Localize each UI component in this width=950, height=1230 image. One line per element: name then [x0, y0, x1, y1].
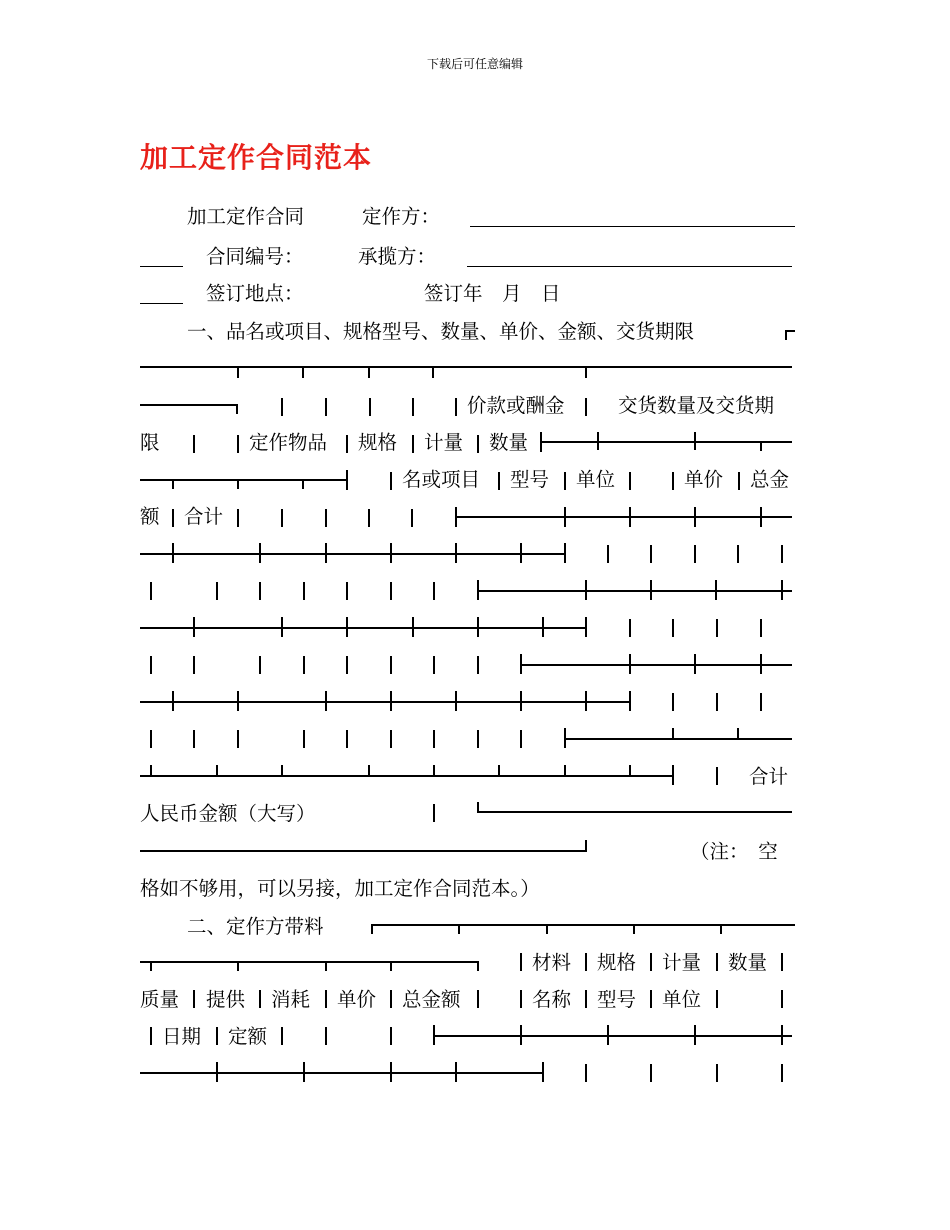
tick — [585, 580, 587, 600]
tick — [193, 730, 195, 748]
tick — [672, 765, 674, 785]
section1-heading: 一、品名或项目、规格型号、数量、单价、金额、交货期限 — [187, 320, 695, 343]
tick — [542, 1062, 544, 1082]
col-model: 型号 — [597, 988, 637, 1011]
tick — [432, 366, 434, 378]
tick — [629, 654, 631, 674]
tick — [694, 1025, 696, 1045]
col-material: 材料 — [532, 951, 572, 974]
table-rule — [520, 664, 792, 666]
note-text: 格如不够用，可以另接，加工定作合同范本。） — [140, 877, 540, 900]
tick — [325, 1027, 327, 1045]
tick — [346, 730, 348, 748]
tick — [390, 543, 392, 563]
tick — [477, 656, 479, 674]
tick — [650, 1064, 652, 1082]
tick — [433, 582, 435, 600]
tick — [477, 961, 479, 971]
tick — [585, 953, 587, 971]
customer-label: 定作方： — [362, 205, 441, 228]
tick — [172, 509, 174, 527]
tick — [303, 656, 305, 674]
col-item: 定作物品 — [249, 431, 328, 454]
contract-number-label: 合同编号： — [206, 245, 304, 268]
tick — [720, 924, 722, 934]
tick — [433, 730, 435, 748]
tick — [325, 398, 327, 416]
tick — [150, 730, 152, 748]
tick — [390, 730, 392, 748]
tick — [716, 953, 718, 971]
tick — [716, 990, 718, 1008]
tick — [585, 990, 587, 1008]
table-rule — [477, 590, 792, 592]
tick — [303, 1062, 305, 1082]
signing-date-label: 签订年 月 日 — [424, 282, 561, 305]
tick — [546, 924, 548, 934]
col-supply: 提供 — [206, 988, 246, 1011]
tick — [455, 543, 457, 563]
customer-blank[interactable] — [470, 226, 795, 227]
tick — [477, 730, 479, 748]
tick — [498, 765, 500, 775]
tick — [564, 507, 566, 527]
tick — [564, 543, 566, 563]
tick — [390, 990, 392, 1008]
tick — [672, 728, 674, 738]
tick — [236, 404, 238, 414]
col-name: 名称 — [532, 988, 572, 1011]
rmb-amount-blank[interactable] — [477, 811, 792, 813]
tick — [585, 398, 587, 416]
tick — [737, 545, 739, 563]
tick — [216, 765, 218, 775]
signing-place-label: 签订地点： — [206, 282, 304, 305]
tick — [237, 366, 239, 378]
tick — [607, 1025, 609, 1045]
table-rule — [371, 924, 795, 926]
tick — [629, 507, 631, 527]
col-date: 日期 — [162, 1025, 202, 1048]
tick — [737, 728, 739, 738]
tick — [520, 730, 522, 748]
tick — [781, 580, 783, 600]
table-rule — [140, 961, 477, 963]
col-unit: 计量 — [424, 431, 464, 454]
tick — [498, 472, 500, 490]
tick — [716, 1064, 718, 1082]
col-model: 型号 — [510, 468, 550, 491]
tick — [585, 1064, 587, 1082]
tick — [303, 730, 305, 748]
tick — [585, 366, 587, 378]
col-amount-cont: 额 — [140, 505, 160, 528]
section2-heading: 二、定作方带料 — [187, 915, 324, 938]
tick — [585, 840, 587, 852]
tick — [325, 691, 327, 711]
tick — [346, 617, 348, 637]
tick — [629, 619, 631, 637]
tick — [368, 509, 370, 527]
rmb-amount-label: 人民币金额（大写） — [140, 802, 316, 825]
table-corner-v — [785, 330, 787, 340]
tick — [781, 990, 783, 1008]
col-total: 合计 — [184, 505, 224, 528]
tick — [390, 472, 392, 490]
tick — [629, 472, 631, 490]
tick — [193, 617, 195, 637]
contract-no-blank-prefix[interactable] — [140, 266, 183, 267]
tick — [411, 509, 413, 527]
tick — [412, 617, 414, 637]
tick — [237, 961, 239, 971]
tick — [629, 765, 631, 775]
tick — [390, 691, 392, 711]
tick — [781, 1025, 783, 1045]
tick — [390, 1027, 392, 1045]
tick — [716, 619, 718, 637]
tick — [302, 366, 304, 378]
tick — [716, 767, 718, 785]
col-delivery: 交货数量及交货期 — [618, 394, 775, 417]
tick — [346, 435, 348, 453]
tick — [325, 961, 327, 971]
tick — [672, 693, 674, 711]
tick — [738, 472, 740, 490]
tick — [259, 656, 261, 674]
tick — [346, 656, 348, 674]
tick — [520, 953, 522, 971]
table-rule — [540, 441, 792, 443]
tick — [650, 545, 652, 563]
tick — [237, 509, 239, 527]
tick — [281, 1027, 283, 1045]
tick — [520, 543, 522, 563]
tick — [172, 479, 174, 489]
col-delivery-cont: 限 — [140, 431, 160, 454]
tick — [325, 543, 327, 563]
tick — [390, 656, 392, 674]
tick — [650, 953, 652, 971]
table-rule — [140, 1072, 542, 1074]
tick — [477, 435, 479, 453]
tick — [607, 545, 609, 563]
tick — [390, 582, 392, 600]
tick — [597, 432, 599, 450]
tick — [346, 582, 348, 600]
tick — [237, 435, 239, 453]
tick — [455, 691, 457, 711]
col-unit2: 单位 — [576, 468, 616, 491]
col-quality: 质量 — [140, 988, 180, 1011]
tick — [520, 691, 522, 711]
col-unit: 计量 — [662, 951, 702, 974]
tick — [302, 479, 304, 489]
col-qty: 数量 — [728, 951, 768, 974]
tick — [150, 656, 152, 674]
tick — [368, 765, 370, 775]
table-rule — [140, 404, 237, 406]
tick — [564, 765, 566, 775]
tick — [193, 656, 195, 674]
tick — [477, 990, 479, 1008]
tick — [390, 961, 392, 971]
tick — [259, 582, 261, 600]
tick — [760, 507, 762, 527]
tick — [193, 435, 195, 453]
tick — [760, 693, 762, 711]
tick — [150, 1027, 152, 1045]
table-rule — [140, 553, 565, 555]
tick — [216, 1027, 218, 1045]
tick — [760, 441, 762, 451]
table-rule — [140, 775, 673, 777]
table-rule — [140, 627, 586, 629]
col-unit-price: 单价 — [337, 988, 377, 1011]
tick — [172, 691, 174, 711]
col-unit2: 单位 — [662, 988, 702, 1011]
table-rule — [564, 738, 792, 740]
tick — [150, 582, 152, 600]
contractor-label: 承揽方： — [358, 245, 437, 268]
tick — [542, 617, 544, 637]
tick — [259, 543, 261, 563]
tick — [216, 582, 218, 600]
tick — [412, 435, 414, 453]
table-rule — [433, 1035, 792, 1037]
document-title: 加工定作合同范本 — [140, 141, 373, 174]
tick — [650, 990, 652, 1008]
tick — [259, 990, 261, 1008]
tick — [237, 479, 239, 489]
tick — [520, 1025, 522, 1045]
tick — [216, 1062, 218, 1082]
col-amount: 总金 — [750, 468, 790, 491]
tick — [193, 990, 195, 1008]
tick — [694, 507, 696, 527]
tick — [633, 924, 635, 934]
tick — [760, 654, 762, 674]
col-spec: 规格 — [597, 951, 637, 974]
tick — [237, 730, 239, 748]
tick — [715, 580, 717, 600]
contractor-blank[interactable] — [467, 266, 792, 267]
tick — [781, 953, 783, 971]
tick — [520, 990, 522, 1008]
sum-label: 合计 — [749, 765, 789, 788]
col-consume: 消耗 — [271, 988, 311, 1011]
tick — [412, 398, 414, 416]
tick — [585, 617, 587, 637]
tick — [303, 582, 305, 600]
tick — [237, 691, 239, 711]
tick — [455, 1062, 457, 1082]
tick — [585, 691, 587, 711]
table-rule — [140, 701, 629, 703]
tick — [281, 765, 283, 775]
tick — [455, 398, 457, 416]
page-header-note: 下载后可任意编辑 — [426, 57, 523, 71]
col-qty: 数量 — [489, 431, 529, 454]
col-price: 价款或酬金 — [467, 394, 565, 417]
tick — [672, 472, 674, 490]
contract-label: 加工定作合同 — [187, 205, 305, 228]
tick — [716, 693, 718, 711]
col-unit-price: 单价 — [684, 468, 724, 491]
tick — [368, 366, 370, 378]
col-total-amount: 总金额 — [402, 988, 461, 1011]
tick — [760, 619, 762, 637]
tick — [325, 509, 327, 527]
tick — [281, 509, 283, 527]
tick — [650, 580, 652, 600]
tick — [281, 617, 283, 637]
tick — [281, 398, 283, 416]
tick — [172, 543, 174, 563]
tick — [629, 691, 631, 711]
table-rule — [455, 516, 792, 518]
tick — [433, 765, 435, 775]
tick — [369, 398, 371, 416]
note-label: （注： 空 — [690, 840, 778, 863]
tick — [781, 1064, 783, 1082]
col-item-cont: 名或项目 — [402, 468, 481, 491]
tick — [458, 924, 460, 934]
tick — [672, 619, 674, 637]
tick — [694, 545, 696, 563]
place-blank-prefix[interactable] — [140, 303, 183, 304]
tick — [477, 617, 479, 637]
tick — [781, 545, 783, 563]
tick — [564, 472, 566, 490]
table-rule — [140, 850, 586, 852]
col-spec: 规格 — [358, 431, 398, 454]
tick — [150, 961, 152, 971]
tick — [346, 470, 348, 490]
tick — [325, 990, 327, 1008]
tick — [390, 1062, 392, 1082]
tick — [433, 804, 435, 822]
tick — [150, 765, 152, 775]
tick — [694, 654, 696, 674]
col-quota: 定额 — [228, 1025, 268, 1048]
tick — [694, 432, 696, 450]
tick — [433, 656, 435, 674]
